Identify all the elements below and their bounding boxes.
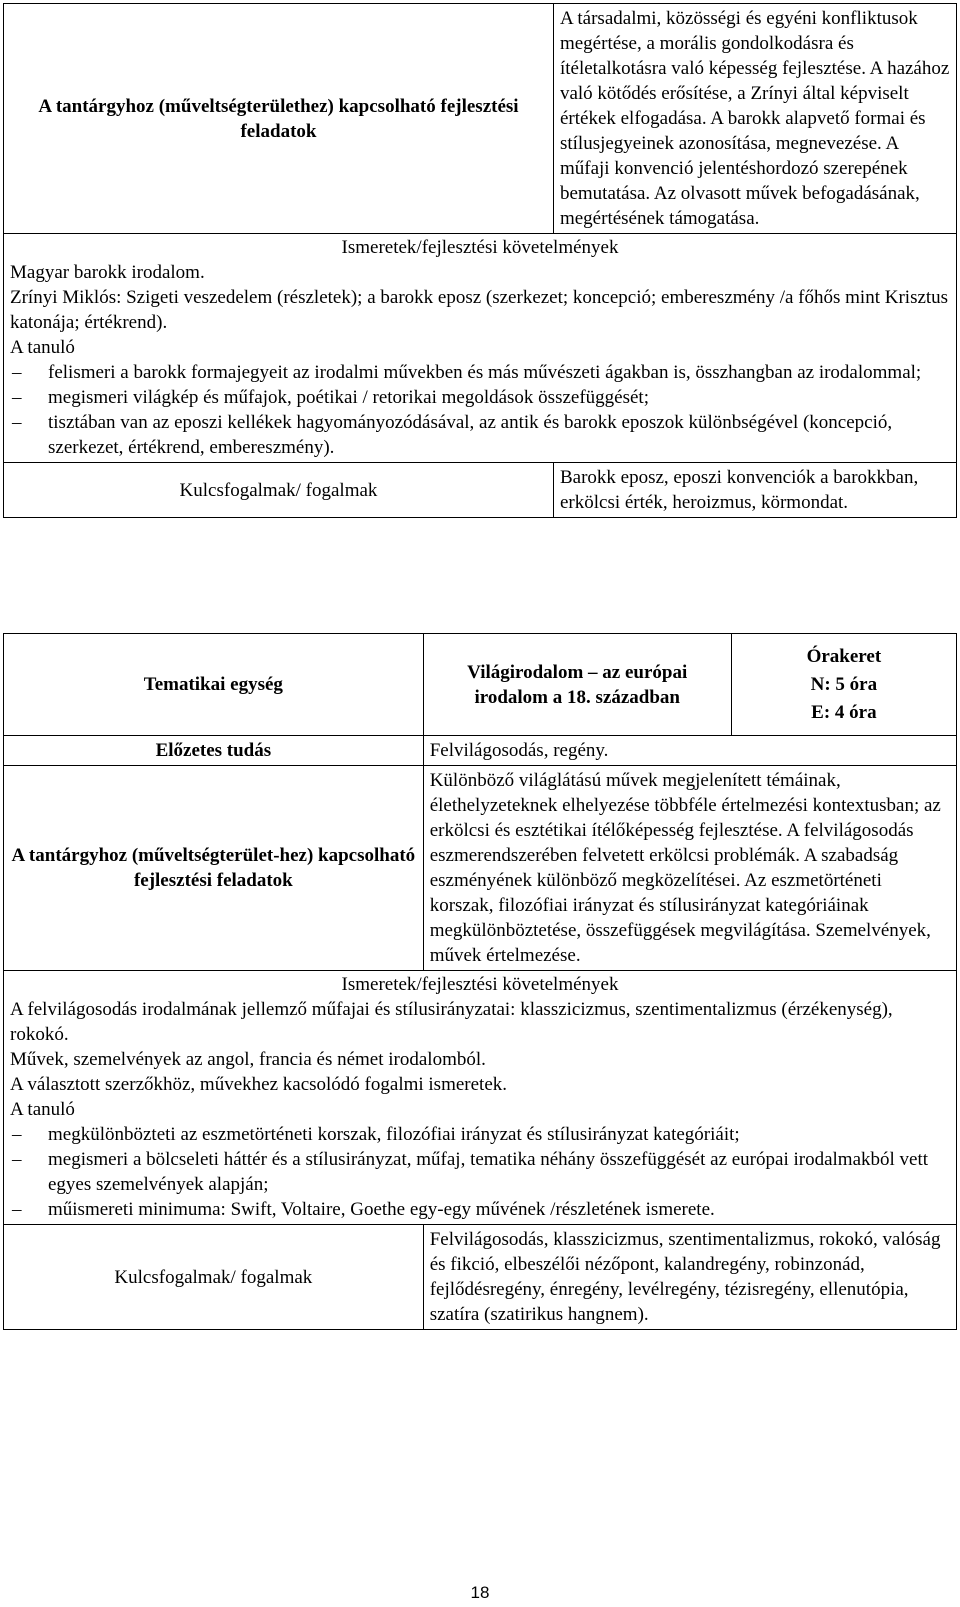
content-line: Zrínyi Miklós: Szigeti veszedelem (részletek); a barokk eposz (szerkezet; koncepció; embereszmény /a főhős mint Krisztus katonája; értékrend). (10, 287, 949, 333)
tasks-label: A tantárgyhoz (műveltségterület-hez) kapcsolható fejlesztési feladatok (4, 766, 424, 971)
tasks-label: A tantárgyhoz (műveltségterülethez) kapcsolható fejlesztési feladatok (4, 4, 554, 234)
prior-label: Előzetes tudás (4, 736, 424, 766)
content-line: A tanuló (10, 1099, 75, 1120)
hours-label: Órakeret (806, 645, 882, 667)
tasks-text: A társadalmi, közösségi és egyéni konfliktusok megértése, a morális gondolkodásra és ítéletalkotásra való képesség fejlesztése. A hazához való kötődés erősítése, a Zrínyi által képviselt értékek elfogadása. A barokk alapvető formai és stílusjegyeinek azonosítása, megnevezése. A műfaji konvenció jelentéshordozó szerepének bemutatása. Az olvasott művek befogadásának, megértésének támogatása. (553, 4, 956, 234)
outcome-item: – megismeri világkép és műfajok, poétikai / retorikai megoldások összefüggését; (10, 385, 950, 410)
outcome-list (10, 1122, 950, 1222)
requirements-section (4, 971, 957, 1225)
requirements-section (4, 234, 957, 463)
outcome-item: – megkülönbözteti az eszmetörténeti korszak, filozófiai irányzat és stílusirányzat kategóriáit; (10, 1122, 950, 1147)
content-line: A tanuló (10, 337, 75, 358)
content-line: A felvilágosodás irodalmának jellemző műfajai és stílusirányzatai: klasszicizmus, szentimentalizmus (érzékenység), rokokó. (10, 999, 893, 1045)
prior-text: Felvilágosodás, regény. (423, 736, 956, 766)
hours-n: N: 5 óra (810, 673, 878, 695)
requirements-heading: Ismeretek/fejlesztési követelmények (341, 974, 619, 995)
unit-title: Világirodalom – az európai irodalom a 18. században (423, 634, 731, 736)
content-line: A választott szerzőkhöz, művekhez kacsolódó fogalmi ismeretek. (10, 1074, 508, 1095)
tasks-text: Különböző világlátású művek megjelenített témáinak, élethelyzeteknek elhelyezése többféle értelmezési kontextusban; az erkölcsi és esztétikai ítélőképesség fejlesztése. A felvilágosodás eszmerendszerében felvetett erkölcsi problémák. A szabadság eszményének különböző megközelítései. Az eszmetörténeti korszak, filozófiai irányzat és stílusirányzat kategóriáinak megkülönböztetése, összefüggések megvilágítása. Szemelvények, művek értelmezése. (423, 766, 956, 971)
key-concepts-label: Kulcsfogalmak/ fogalmak (4, 1225, 424, 1330)
requirements-heading: Ismeretek/fejlesztési követelmények (341, 237, 619, 258)
key-concepts-label: Kulcsfogalmak/ fogalmak (4, 463, 554, 518)
page-number: 18 (470, 1583, 490, 1602)
content-line: Magyar barokk irodalom. (10, 262, 205, 283)
key-concepts-text: Felvilágosodás, klasszicizmus, szentimentalizmus, rokokó, valóság és fikció, elbeszélői nézőpont, kalandregény, robinzonád, fejlődésregény, énregény, levélregény, tézisregény, ellenutópia, szatíra (szatirikus hangnem). (423, 1225, 956, 1330)
outcome-item: – műismereti minimuma: Swift, Voltaire, Goethe egy-egy művének /részletének ismerete. (10, 1197, 950, 1222)
outcome-item: – megismeri a bölcseleti háttér és a stílusirányzat, műfaj, tematika néhány összefüggését az európai irodalmakból vett egyes szemelvények alapján; (10, 1147, 950, 1197)
curriculum-table-18th-century (3, 633, 957, 1330)
unit-label: Tematikai egység (4, 634, 424, 736)
outcome-item: – tisztában van az eposzi kellékek hagyományozódásával, az antik és barokk eposzok különbségével (koncepció, szerkezet, értékrend, embereszmény). (10, 410, 950, 460)
hours-e: E: 4 óra (811, 701, 877, 723)
content-line: Művek, szemelvények az angol, francia és német irodalomból. (10, 1049, 486, 1070)
curriculum-table-baroque (3, 3, 957, 518)
outcome-item: – felismeri a barokk formajegyeit az irodalmi művekben és más művészeti ágakban is, összhangban az irodalommal; (10, 360, 950, 385)
hours-box (731, 634, 956, 736)
outcome-list (10, 360, 950, 460)
key-concepts-text: Barokk eposz, eposzi konvenciók a barokkban, erkölcsi érték, heroizmus, körmondat. (553, 463, 956, 518)
